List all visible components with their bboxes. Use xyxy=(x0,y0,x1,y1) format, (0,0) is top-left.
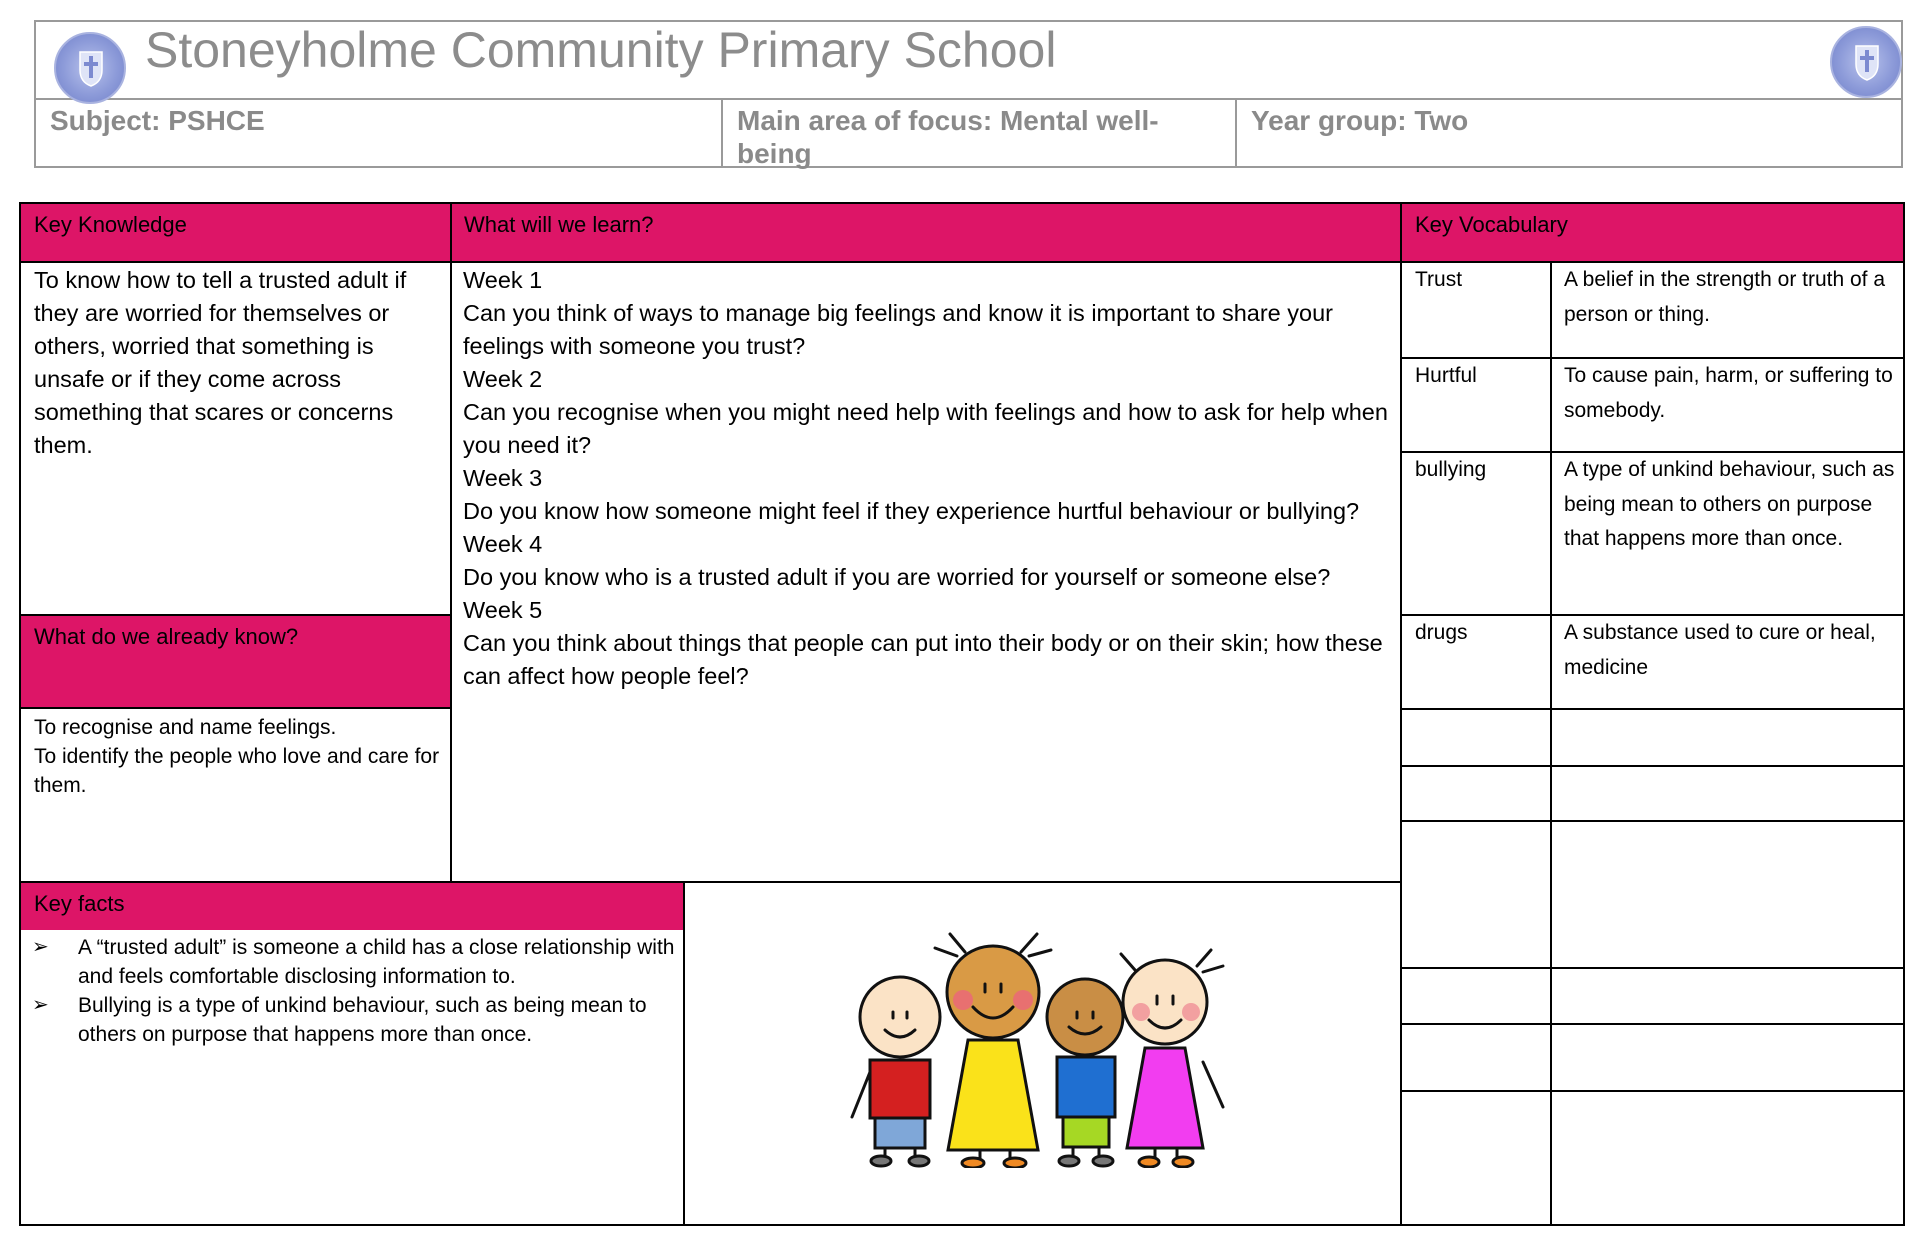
grid-line xyxy=(1400,708,1905,710)
grid-line xyxy=(19,202,1905,204)
grid-line xyxy=(683,882,685,1226)
grid-line xyxy=(1400,1090,1905,1092)
grid-line xyxy=(19,202,21,1226)
school-crest-icon xyxy=(1830,26,1902,98)
cartoon-children-illustration xyxy=(845,912,1240,1168)
vocab-definition: To cause pain, harm, or suffering to somebody. xyxy=(1564,364,1893,422)
school-name: Stoneyholme Community Primary School xyxy=(145,22,1057,78)
grid-line xyxy=(1400,202,1402,1226)
grid-line xyxy=(19,881,1402,883)
key-fact-item: ➢ A “trusted adult” is someone a child has a close relationship with and feels comfortable disclosing information to. xyxy=(20,933,680,991)
vocabulary-heading: Key Vocabulary xyxy=(1415,212,1568,237)
week-question: Do you know who is a trusted adult if you are worried for yourself or someone else? xyxy=(463,564,1331,590)
week-label: Week 2 xyxy=(463,366,543,392)
grid-line xyxy=(1400,765,1905,767)
vocab-term: Hurtful xyxy=(1415,364,1477,387)
grid-line xyxy=(19,707,452,709)
week-question: Can you think of ways to manage big feelings and know it is important to share your feelings with someone you trust? xyxy=(463,300,1333,359)
already-know-heading: What do we already know? xyxy=(34,624,299,649)
week-label: Week 4 xyxy=(463,531,543,557)
already-know-item: To identify the people who love and care for them. xyxy=(34,745,440,797)
grid-line xyxy=(450,202,452,882)
grid-line xyxy=(1550,261,1552,1226)
vocab-term: bullying xyxy=(1415,458,1487,481)
week-question: Can you think about things that people can put into their body or on their skin; how these can affect how people feel? xyxy=(463,630,1383,689)
section-header-bar xyxy=(20,203,1903,262)
arrow-bullet-icon: ➢ xyxy=(32,994,49,1016)
grid-line xyxy=(19,1224,1905,1226)
subject-label: Subject: PSHCE xyxy=(50,105,265,136)
arrow-bullet-icon: ➢ xyxy=(32,936,49,958)
year-group-label: Year group: Two xyxy=(1251,105,1469,136)
week-question: Do you know how someone might feel if they experience hurtful behaviour or bullying? xyxy=(463,498,1360,524)
vocab-term: drugs xyxy=(1415,621,1468,644)
grid-line xyxy=(19,614,452,616)
key-facts-list xyxy=(20,933,680,1049)
vocab-definition: A belief in the strength or truth of a person or thing. xyxy=(1564,268,1886,326)
week-label: Week 5 xyxy=(463,597,543,623)
grid-line xyxy=(1400,967,1905,969)
learn-heading: What will we learn? xyxy=(464,212,654,237)
school-crest-icon xyxy=(54,32,126,104)
week-question: Can you recognise when you might need help with feelings and how to ask for help when you need it? xyxy=(463,399,1388,458)
key-facts-heading: Key facts xyxy=(34,891,125,916)
already-know-item: To recognise and name feelings. xyxy=(34,716,337,739)
week-label: Week 3 xyxy=(463,465,543,491)
vocab-definition: A substance used to cure or heal, medicine xyxy=(1564,621,1876,679)
vocab-term: Trust xyxy=(1415,268,1463,291)
grid-line xyxy=(1903,202,1905,1226)
vocab-definition: A type of unkind behaviour, such as being mean to others on purpose that happens more than once. xyxy=(1564,458,1895,550)
key-fact-item: ➢ Bullying is a type of unkind behaviour, such as being mean to others on purpose that happens more than once. xyxy=(20,991,680,1049)
week-label: Week 1 xyxy=(463,267,543,293)
key-knowledge-text: To know how to tell a trusted adult if they are worried for themselves or others, worried that something is unsafe or if they come across something that scares or concerns them. xyxy=(34,267,407,458)
focus-label: Main area of focus: Mental well-being xyxy=(737,105,1159,169)
grid-line xyxy=(1400,1023,1905,1025)
grid-line xyxy=(1400,820,1905,822)
already-know-list xyxy=(34,713,444,800)
key-knowledge-heading: Key Knowledge xyxy=(34,212,187,237)
learn-weeks-list xyxy=(463,264,1393,693)
